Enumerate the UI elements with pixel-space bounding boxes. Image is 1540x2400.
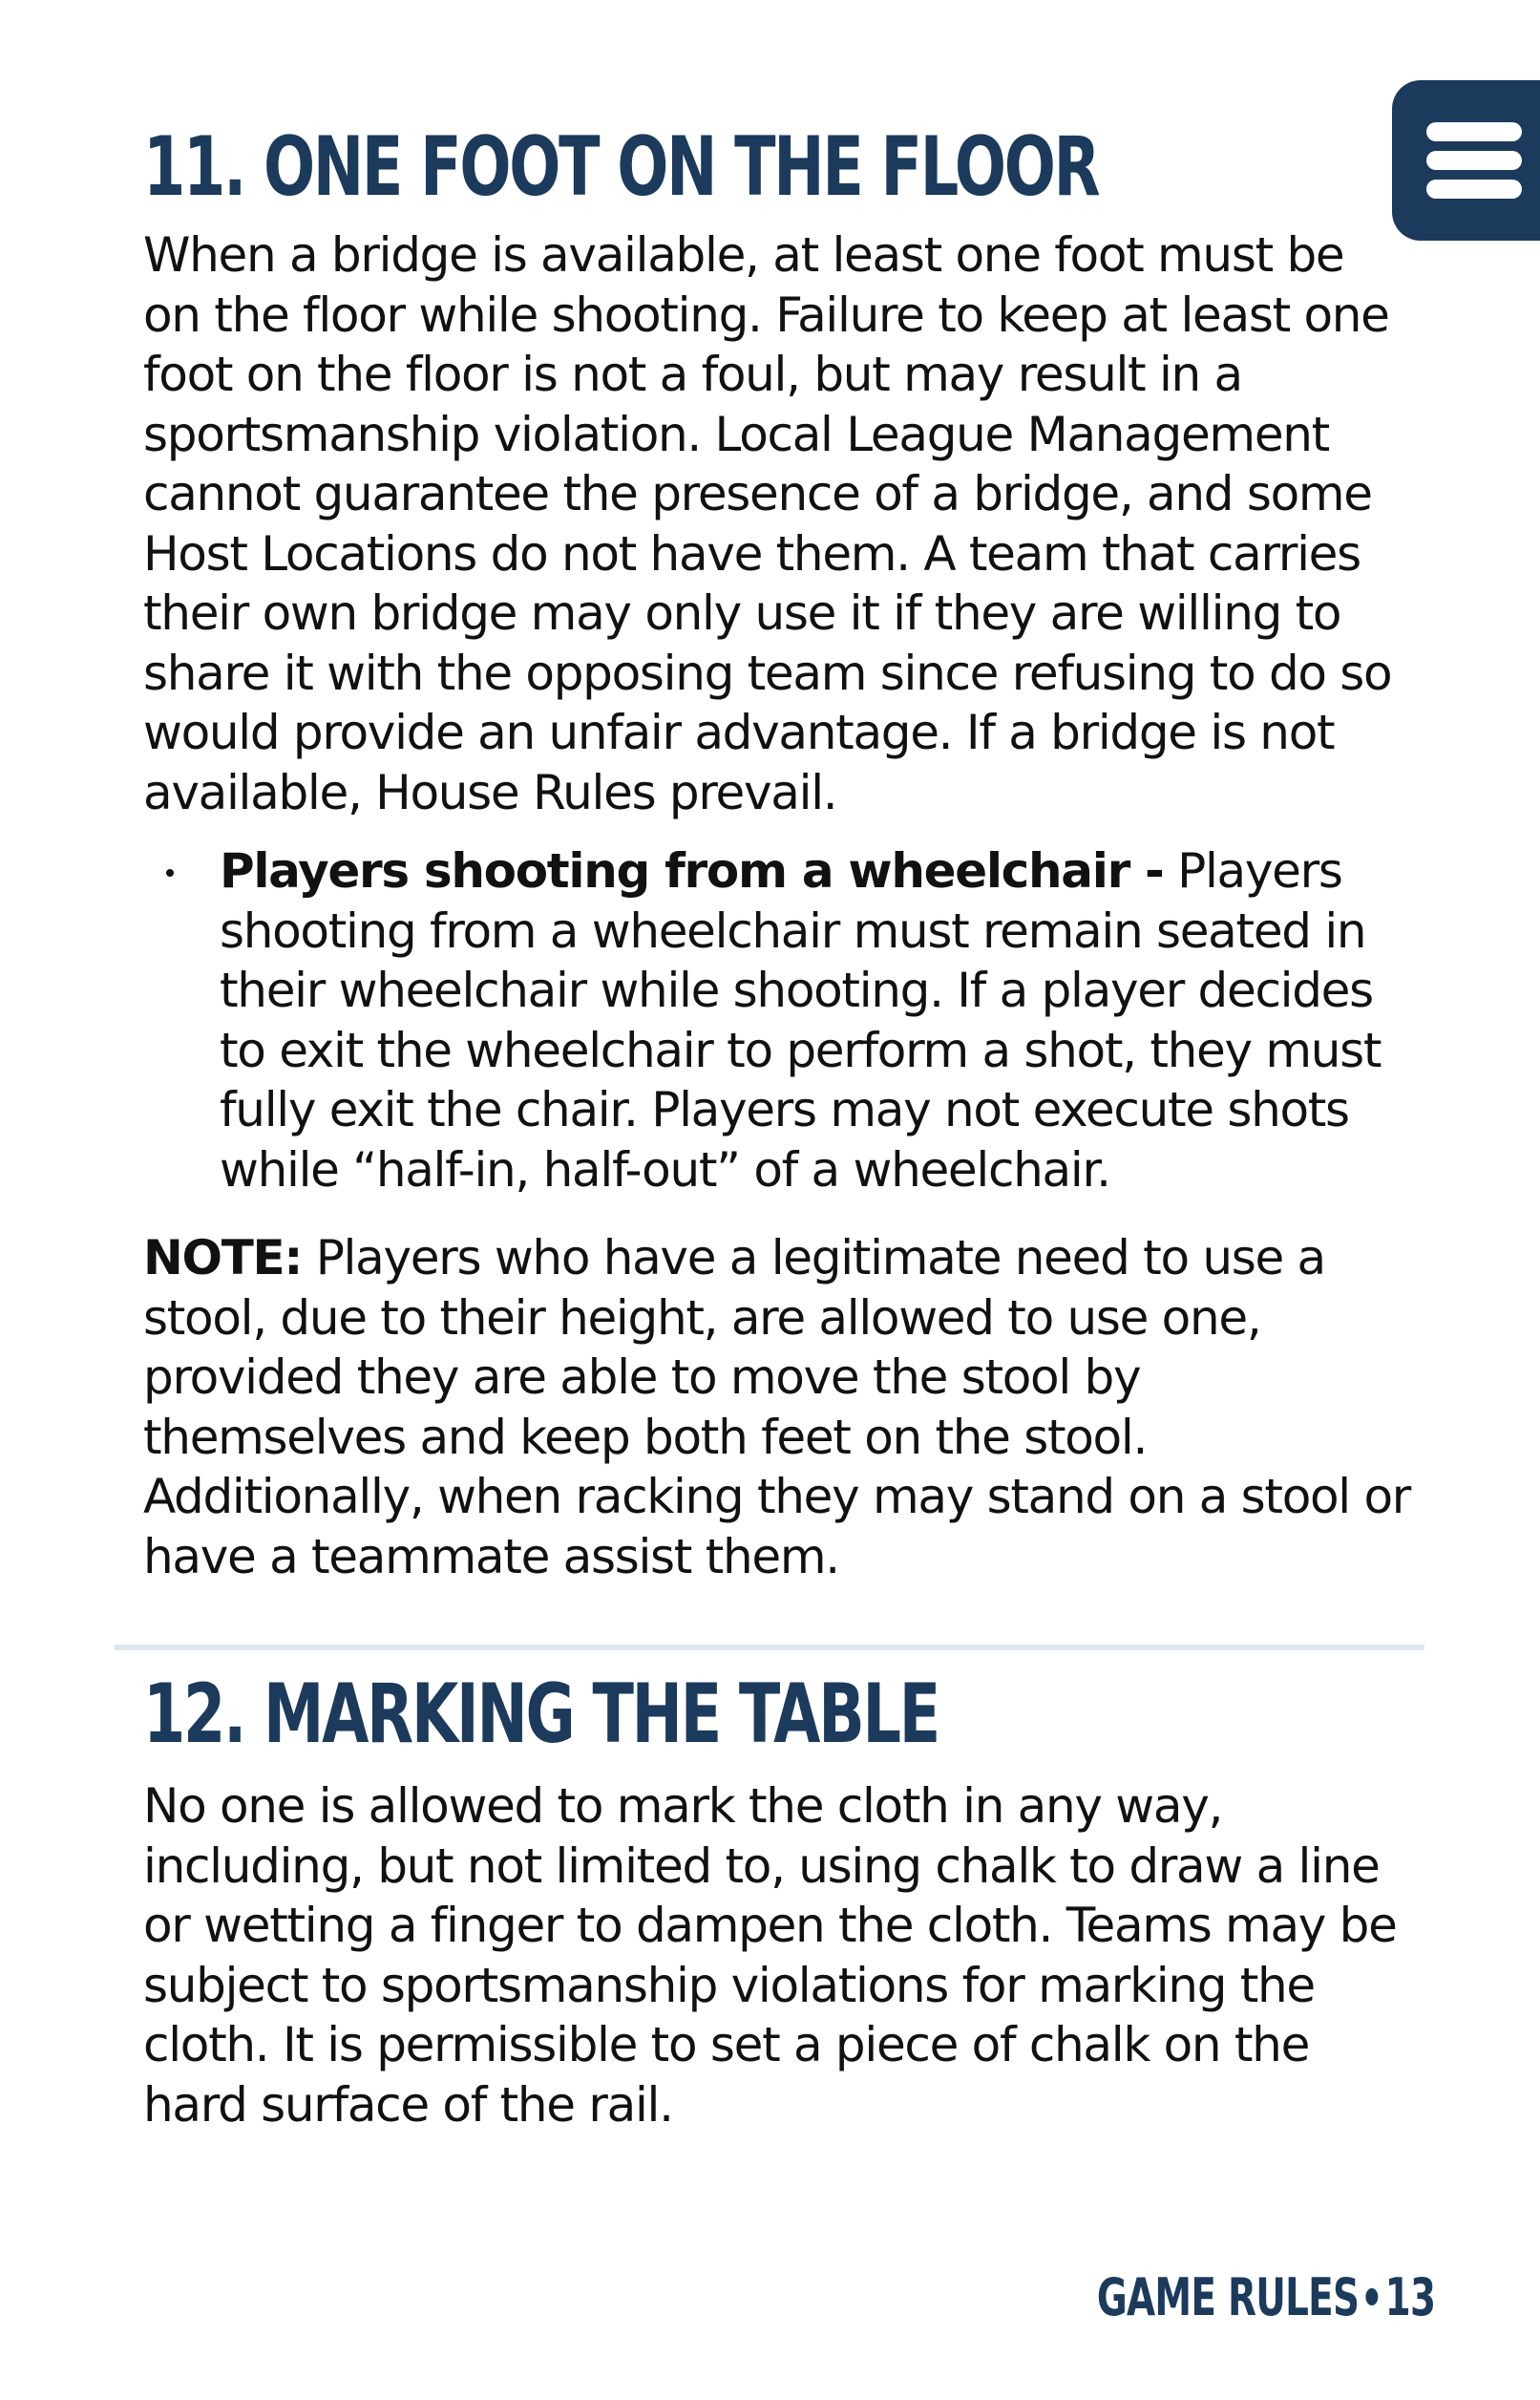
- note-label: NOTE:: [143, 1230, 303, 1286]
- section-11-note: [143, 1228, 1413, 1586]
- section-12-title: 12. MARKING THE TABLE: [143, 1667, 939, 1762]
- section-divider: [115, 1645, 1424, 1650]
- bullet-dot-icon: [166, 869, 174, 877]
- menu-button[interactable]: [1392, 80, 1540, 241]
- footer-bullet-icon: [1365, 2288, 1378, 2305]
- menu-icon-bar-middle: [1426, 151, 1522, 170]
- section-11: [143, 119, 1413, 1586]
- section-12-body: No one is allowed to mark the cloth in any way, including, but not limited to, using chalk to draw a line or wetting a finger to dampen the cloth. Teams may be subject to sportsmanship violations for marking the cloth. It is permissible to set a piece of chalk on the hard surface of the rail.: [143, 1778, 1397, 2133]
- section-11-body: When a bridge is available, at least one foot must be on the floor while shooting. Failure to keep at least one foot on the floor is not a foul, but may result in a sportsmanship violation. Local League Management cannot guarantee the presence of a bridge, and some Host Locations do not have them. A team that carries their own bridge may only use it if they are willing to share it with the opposing team since refusing to do so would provide an unfair advantage. If a bridge is not available, House Rules prevail.: [143, 227, 1392, 820]
- menu-icon-bar-bottom: [1426, 180, 1522, 199]
- note-text: Players who have a legitimate need to use a stool, due to their height, are allowed to use one, provided they are able to move the stool by themselves and keep both feet on the stool. Additionally, when racking they may stand on a stool or have a teammate assist them.: [143, 1230, 1411, 1584]
- section-11-bullet-list: [143, 841, 1413, 1200]
- footer-section-label: GAME RULES: [1096, 2267, 1359, 2327]
- bullet-wheelchair-text: Players shooting from a wheelchair must remain seated in their wheelchair while shooting. If a player decides to exit the wheelchair to perform a shot, they must fully exit the chair. Players may not execute shots while “half-in, half-out” of a wheelchair.: [220, 843, 1382, 1198]
- bullet-wheelchair: [220, 841, 1413, 1200]
- menu-icon-bar-top: [1426, 122, 1522, 141]
- section-11-title: 11. ONE FOOT ON THE FLOOR: [143, 119, 1099, 215]
- bullet-wheelchair-heading: Players shooting from a wheelchair -: [220, 843, 1164, 900]
- footer-page-number: 13: [1384, 2267, 1435, 2327]
- section-12: [143, 1667, 1413, 2135]
- page-footer: [1097, 2267, 1435, 2327]
